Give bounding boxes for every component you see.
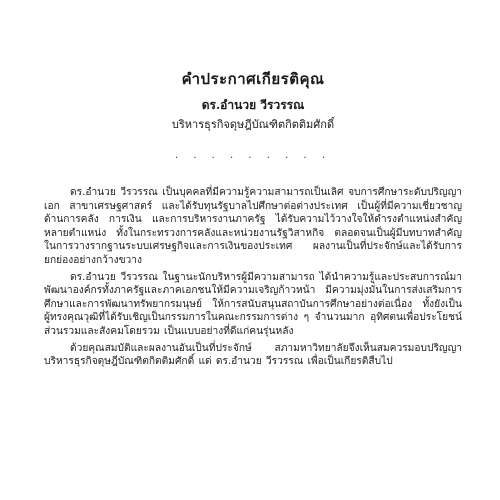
paragraph: ด้วยคุณสมบัติและผลงานอันเป็นที่ประจักษ์ สภามหาวิทยาลัยจึงเห็นสมควรมอบปริญญาบริหารธุรกิจดุษฎีบัณฑิตกิตติมศักดิ์ แด่ ดร.อำนวย วีรวรรณ เพื่อเป็นเกียรติสืบไป xyxy=(44,342,462,368)
paragraph: ดร.อำนวย วีรวรรณ ในฐานะนักบริหารผู้มีความสามารถ ได้นำความรู้และประสบการณ์มาพัฒนาองค์กรทั้งภาครัฐและภาคเอกชนให้มีความเจริญก้าวหน้า มีความมุ่งมั่นในการส่งเสริมการศึกษาและการพัฒนาทรัพยากรมนุษย์ ให้การสนับสนุนสถาบันการศึกษาอย่างต่อเนื่อง ทั้งยังเป็นผู้ทรงคุณวุฒิที่ได้รับเชิญเป็นกรรมการในคณะกรรมการต่าง ๆ จำนวนมาก อุทิศตนเพื่อประโยชน์ส่วนรวมและสังคมโดยรวม เป็นแบบอย่างที่ดีแก่คนรุ่นหลัง xyxy=(44,271,462,337)
degree-title: บริหารธุรกิจดุษฎีบัณฑิตกิตติมศักดิ์ xyxy=(171,118,335,131)
body-text xyxy=(44,186,462,369)
section-divider: · · · · · · · · · xyxy=(174,153,332,164)
page-title: คำประกาศเกียรติคุณ xyxy=(181,70,325,88)
honoree-name: ดร.อำนวย วีรวรรณ xyxy=(201,98,305,112)
document-heading xyxy=(44,70,462,132)
paragraph: ดร.อำนวย วีรวรรณ เป็นบุคคลที่มีความรู้ความสามารถเป็นเลิศ จบการศึกษาระดับปริญญาเอก สาขาเศรษฐศาสตร์ และได้รับทุนรัฐบาลไปศึกษาต่อต่างประเทศ เป็นผู้ที่มีความเชี่ยวชาญด้านการคลัง การเงิน และการบริหารงานภาครัฐ ได้รับความไว้วางใจให้ดำรงตำแหน่งสำคัญหลายตำแหน่ง ทั้งในกระทรวงการคลังและหน่วยงานรัฐวิสาหกิจ ตลอดจนเป็นผู้มีบทบาทสำคัญในการวางรากฐานระบบเศรษฐกิจและการเงินของประเทศ ผลงานเป็นที่ประจักษ์และได้รับการยกย่องอย่างกว้างขวาง xyxy=(44,187,462,266)
